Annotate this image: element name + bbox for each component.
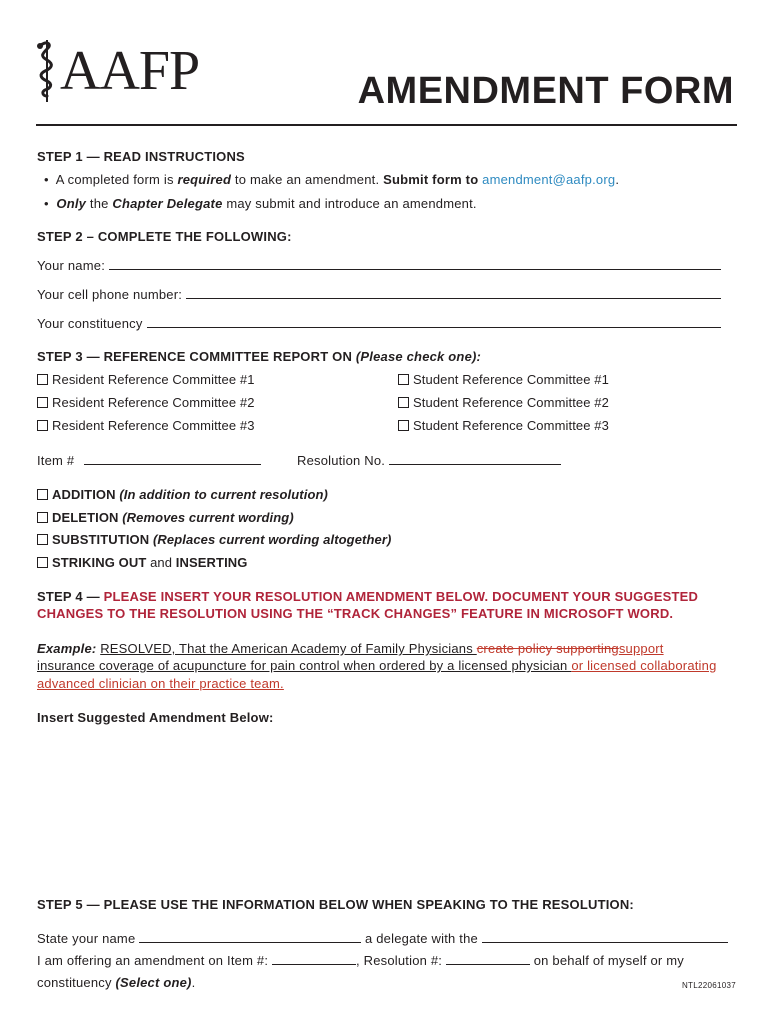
checkbox-resident-1[interactable] bbox=[37, 372, 255, 387]
bullet-dot: • bbox=[44, 172, 49, 187]
option-label: STRIKING OUT bbox=[52, 555, 147, 570]
text: constituency bbox=[37, 975, 116, 990]
delegation-blank[interactable] bbox=[482, 931, 728, 943]
option-note: (In addition to current resolution) bbox=[119, 487, 328, 502]
item-blank[interactable] bbox=[272, 953, 356, 965]
option-label: DELETION bbox=[52, 510, 119, 525]
checkbox-resident-2[interactable] bbox=[37, 395, 255, 410]
page-title: AMENDMENT FORM bbox=[357, 70, 734, 112]
example-label: Example: bbox=[37, 641, 97, 656]
checkbox-student-2[interactable] bbox=[398, 395, 609, 410]
speaking-line-1 bbox=[37, 931, 728, 946]
option-label: ADDITION bbox=[52, 487, 116, 502]
checkbox-icon[interactable] bbox=[37, 374, 48, 385]
emphasis: Chapter Delegate bbox=[112, 196, 223, 211]
example-line-3 bbox=[37, 676, 284, 691]
text: , Resolution #: bbox=[356, 953, 443, 968]
speaker-name-blank[interactable] bbox=[139, 931, 361, 943]
text: a delegate with the bbox=[365, 931, 478, 946]
checkbox-icon[interactable] bbox=[37, 420, 48, 431]
amendment-input-area[interactable] bbox=[37, 730, 737, 890]
speaking-line-3 bbox=[37, 975, 195, 990]
step1-bullet-2 bbox=[44, 196, 477, 211]
step4-heading bbox=[37, 589, 698, 604]
checkbox-label: Student Reference Committee #1 bbox=[413, 372, 609, 387]
item-number-field[interactable] bbox=[37, 453, 261, 468]
text: A completed form is bbox=[55, 172, 178, 187]
text: I am offering an amendment on Item #: bbox=[37, 953, 269, 968]
emphasis: (Select one) bbox=[115, 975, 192, 990]
checkbox-label: Student Reference Committee #3 bbox=[413, 418, 609, 433]
step1-bullet-1 bbox=[44, 172, 619, 187]
text: the bbox=[86, 196, 113, 211]
step1-heading: STEP 1 — READ INSTRUCTIONS bbox=[37, 149, 245, 164]
constituency-field[interactable] bbox=[37, 316, 721, 331]
resolution-number-field[interactable] bbox=[297, 453, 561, 468]
step2-heading: STEP 2 – COMPLETE THE FOLLOWING: bbox=[37, 229, 292, 244]
option-label: INSERTING bbox=[175, 555, 248, 570]
text: on behalf of myself or my bbox=[533, 953, 684, 968]
option-note: (Removes current wording) bbox=[122, 510, 294, 525]
red-instruction: PLEASE INSERT YOUR RESOLUTION AMENDMENT BELOW. DOCUMENT YOUR SUGGESTED bbox=[103, 589, 699, 604]
emphasis: Submit form to bbox=[383, 172, 483, 187]
resolution-number-label: Resolution No. bbox=[297, 453, 386, 468]
checkbox-addition[interactable] bbox=[37, 487, 328, 502]
checkbox-substitution[interactable] bbox=[37, 532, 391, 547]
inserted-text: advanced clinician on their practice team. bbox=[37, 676, 284, 691]
text: . bbox=[191, 975, 196, 990]
inserted-text: support bbox=[618, 641, 664, 656]
text: may submit and introduce an amendment. bbox=[222, 196, 477, 211]
checkbox-label: Resident Reference Committee #3 bbox=[52, 418, 255, 433]
bullet-dot: • bbox=[44, 196, 49, 211]
cell-phone-input-line[interactable] bbox=[186, 287, 721, 299]
checkbox-deletion[interactable] bbox=[37, 510, 294, 525]
item-number-label: Item # bbox=[37, 453, 75, 468]
checkbox-icon[interactable] bbox=[37, 489, 48, 500]
text: State your name bbox=[37, 931, 136, 946]
checkbox-label: Resident Reference Committee #2 bbox=[52, 395, 255, 410]
aafp-logo bbox=[36, 38, 199, 104]
text: STEP 3 — REFERENCE COMMITTEE REPORT ON bbox=[37, 349, 356, 364]
checkbox-icon[interactable] bbox=[37, 557, 48, 568]
example-line-2 bbox=[37, 658, 717, 673]
checkbox-icon[interactable] bbox=[37, 534, 48, 545]
checkbox-resident-3[interactable] bbox=[37, 418, 255, 433]
checkbox-striking-inserting[interactable] bbox=[37, 555, 247, 570]
checkbox-icon[interactable] bbox=[398, 420, 409, 431]
option-label: SUBSTITUTION bbox=[52, 532, 150, 547]
step3-heading bbox=[37, 349, 481, 364]
checkbox-student-1[interactable] bbox=[398, 372, 609, 387]
name-input-line[interactable] bbox=[109, 258, 721, 270]
resolution-number-input-line[interactable] bbox=[389, 453, 561, 465]
example-line-1 bbox=[37, 641, 664, 656]
logo-text: AAFP bbox=[60, 40, 200, 102]
item-number-input-line[interactable] bbox=[84, 453, 261, 465]
example-text: RESOLVED, That the American Academy of Family Physicians bbox=[100, 641, 477, 656]
emphasis: (Please check one): bbox=[355, 349, 482, 364]
constituency-input-line[interactable] bbox=[147, 316, 721, 328]
cell-phone-label: Your cell phone number: bbox=[37, 287, 183, 302]
option-note: (Replaces current wording altogether) bbox=[152, 532, 392, 547]
name-label: Your name: bbox=[37, 258, 106, 273]
text: . bbox=[615, 172, 620, 187]
step4-heading-line2: CHANGES TO THE RESOLUTION USING THE “TRACK CHANGES” FEATURE IN MICROSOFT WORD. bbox=[37, 606, 674, 621]
resolution-blank[interactable] bbox=[446, 953, 530, 965]
checkbox-icon[interactable] bbox=[398, 397, 409, 408]
cell-phone-field[interactable] bbox=[37, 287, 721, 302]
checkbox-icon[interactable] bbox=[398, 374, 409, 385]
deleted-text: create policy supporting bbox=[476, 641, 619, 656]
checkbox-icon[interactable] bbox=[37, 512, 48, 523]
emphasis: Only bbox=[56, 196, 87, 211]
text: and bbox=[146, 555, 176, 570]
step5-heading: STEP 5 — PLEASE USE THE INFORMATION BELOW WHEN SPEAKING TO THE RESOLUTION: bbox=[37, 897, 634, 912]
text: to make an amendment. bbox=[231, 172, 384, 187]
insert-amendment-label: Insert Suggested Amendment Below: bbox=[37, 710, 274, 725]
example-text: insurance coverage of acupuncture for pain control when ordered by a licensed physician bbox=[37, 658, 572, 673]
checkbox-label: Student Reference Committee #2 bbox=[413, 395, 609, 410]
text: STEP 4 — bbox=[37, 589, 104, 604]
header-divider bbox=[36, 124, 737, 126]
speaking-line-2 bbox=[37, 953, 684, 968]
name-field[interactable] bbox=[37, 258, 721, 273]
emphasis: required bbox=[177, 172, 232, 187]
checkbox-label: Resident Reference Committee #1 bbox=[52, 372, 255, 387]
checkbox-student-3[interactable] bbox=[398, 418, 609, 433]
caduceus-icon bbox=[36, 38, 58, 104]
email-link[interactable]: amendment@aafp.org bbox=[482, 172, 616, 187]
checkbox-icon[interactable] bbox=[37, 397, 48, 408]
constituency-label: Your constituency bbox=[37, 316, 143, 331]
inserted-text: or licensed collaborating bbox=[571, 658, 717, 673]
form-code: NTL22061037 bbox=[681, 981, 736, 990]
